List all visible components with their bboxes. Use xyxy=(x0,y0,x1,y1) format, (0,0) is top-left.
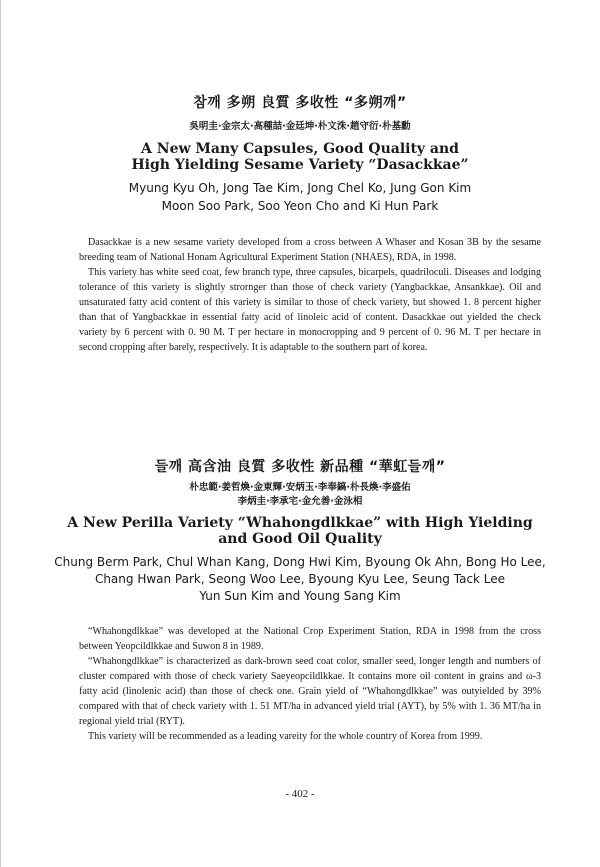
article2-korean-authors-line2: 李炳圭·李承宅·金允善·金泳相 xyxy=(237,496,363,507)
article2-korean-title: 들깨 高含油 良質 多收性 新品種 “華虹들깨” xyxy=(154,459,446,475)
article1-english-title-line2: High Yielding Sesame Variety “Dasackkae” xyxy=(131,157,469,173)
article2-paragraph-2: “Whahongdlkkae” is characterized as dark-brown seed coat color, smaller seed, longer length and numbers of cluster compared with those of check variety Saeyeopcildlkkae. It contains more oil content in grains and ω-3 fatty acid (linolenic acid) than those of check one. Grain yield of “Whahongdlkkae” was outyielded by 39% compared with that of check variety with 1. 51 MT/ha in advanced yield trial (AYT), by 5% with 1. 36 MT/ha in regional yield trial (RYT). xyxy=(79,656,541,727)
article1-korean-title: 참깨 多朔 良質 多收性 “多朔깨” xyxy=(193,95,407,111)
article2-english-title-line1: A New Perilla Variety “Whahongdlkkae” with High Yielding xyxy=(67,515,533,531)
article1-english-title-line1: A New Many Capsules, Good Quality and xyxy=(141,141,459,157)
article2-english-title-line2: and Good Oil Quality xyxy=(218,531,382,547)
article2-korean-authors-line1: 朴忠範·姜哲煥·金東輝·安炳玉·李奉鎬·朴長煥·李盛佑 xyxy=(189,482,411,493)
article1-authors-line1: Myung Kyu Oh, Jong Tae Kim, Jong Chel Ko, Jung Gon Kim xyxy=(128,181,472,195)
article2-paragraph-3: This variety will be recommended as a leading vareity for the whole country of Korea from 1999. xyxy=(88,731,483,742)
article2-authors-line3: Yun Sun Kim and Young Sang Kim xyxy=(199,589,401,603)
article1-paragraph-1: Dasackkae is a new sesame variety developed from a cross between A Whaser and Kosan 3B by the sesame breeding team of National Honam Agricultural Experiment Station (NHAES), RDA, in 1998. xyxy=(79,237,541,263)
article2-paragraph-1: “Whahongdlkkae” was developed at the National Crop Experiment Station, RDA in 1998 from the cross between Yeopcildlkkae and Suwon 8 in 1989. xyxy=(79,626,541,652)
article2-authors-line1: Chung Berm Park, Chul Whan Kang, Dong Hwi Kim, Byoung Ok Ahn, Bong Ho Lee, xyxy=(54,555,546,569)
article1-abstract xyxy=(79,235,541,355)
article1-korean-authors: 吳明圭·金宗太·高種喆·金廷坤·朴文洙·趙守衍·朴基勳 xyxy=(189,121,411,132)
page-number: - 402 - xyxy=(285,788,315,800)
article2-authors-line2: Chang Hwan Park, Seong Woo Lee, Byoung Kyu Lee, Seung Tack Lee xyxy=(94,572,506,586)
article1-paragraph-2: This variety has white seed coat, few branch type, three capsules, bicarpels, quadriloculi. Diseases and lodging tolerance of this variety is slightly strornger than those of check variety (Yangbackkae, Ansankkae). Oil and unsaturated fatty acid content of this variety is similar to those of check variety, but showed 1. 8 percent higher than that of Yangbackkae in essential fatty acid of linoleic acid of content. Dasackkae out yielded the check variety by 6 percent with 0. 90 M. T per hectare in monocropping and 9 percent of 0. 96 M. T per hectare in second cropping after barely, respectively. It is adaptable to the southern part of korea. xyxy=(79,267,541,353)
article2-abstract xyxy=(79,624,541,744)
article1-authors-line2: Moon Soo Park, Soo Yeon Cho and Ki Hun Park xyxy=(161,199,439,213)
